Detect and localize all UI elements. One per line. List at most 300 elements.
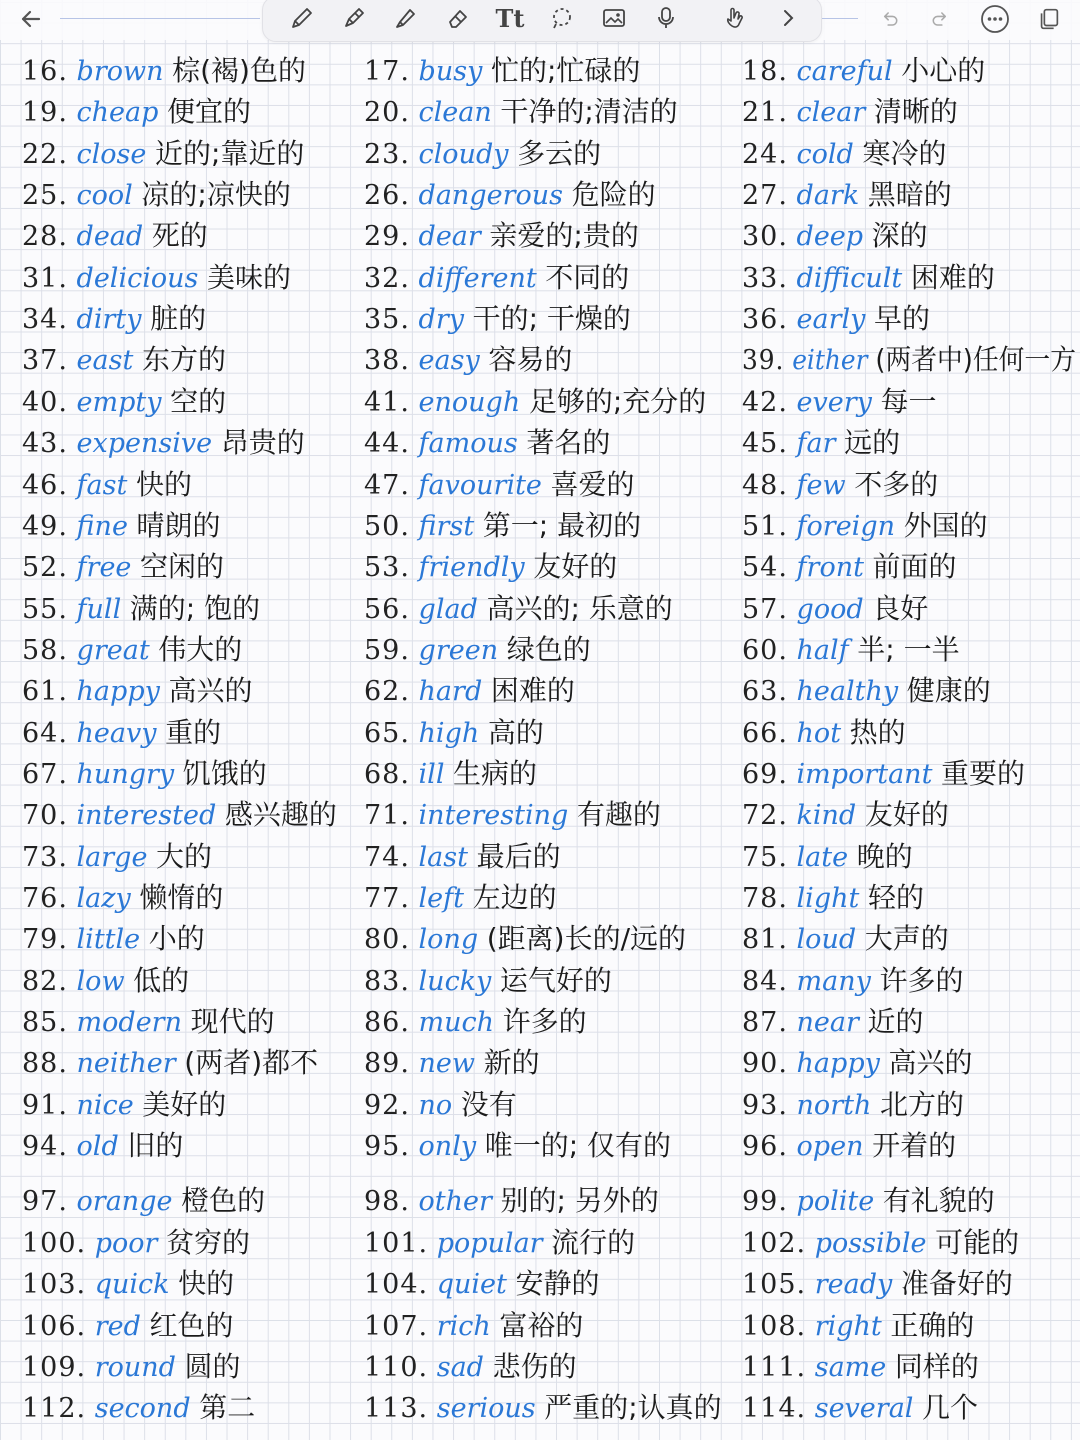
vocab-line: [0, 1001, 1080, 1042]
vocab-entry: [742, 215, 928, 257]
vocab-entry: [364, 339, 572, 381]
vocab-entry: [22, 546, 224, 588]
english-word: ill: [418, 758, 445, 790]
vocab-entry: [742, 133, 946, 175]
chinese-meaning: 有礼貌的: [882, 1184, 995, 1218]
english-word: interested: [76, 800, 217, 832]
english-word: orange: [76, 1186, 173, 1218]
entry-number: 16.: [22, 56, 68, 87]
english-word: happy: [796, 1048, 880, 1080]
chinese-meaning: 东方的: [141, 343, 226, 377]
english-word: loud: [796, 924, 857, 956]
vocab-entry: [364, 1001, 587, 1043]
english-word: every: [796, 386, 872, 418]
english-word: full: [76, 593, 122, 625]
vocab-line: [0, 836, 1080, 877]
vocab-line: [0, 133, 1080, 174]
vocab-entry: [742, 1180, 995, 1222]
entry-number: 92.: [364, 1089, 410, 1121]
vocab-entry: [364, 588, 673, 630]
english-word: open: [796, 1131, 864, 1163]
chinese-meaning: 黑暗的: [867, 178, 952, 212]
marker-icon[interactable]: [337, 3, 371, 33]
pen-icon[interactable]: [285, 3, 319, 33]
chinese-meaning: 小心的: [901, 54, 986, 87]
chinese-meaning: 空闲的: [140, 550, 225, 584]
chinese-meaning: 空的: [170, 384, 227, 418]
chinese-meaning: 同样的: [894, 1349, 979, 1383]
vocab-entry: [22, 381, 226, 423]
vocab-entry: [22, 464, 192, 506]
entry-number: 62.: [364, 676, 410, 708]
vocab-entry: [742, 877, 924, 919]
english-word: deep: [796, 221, 864, 253]
chinese-meaning: 安静的: [515, 1267, 600, 1301]
chinese-meaning: 伟大的: [158, 632, 243, 666]
vocab-line: [0, 1042, 1080, 1083]
chinese-meaning: 轻的: [867, 881, 924, 914]
vocab-entry: [364, 1180, 659, 1222]
english-word: possible: [814, 1227, 927, 1259]
entry-number: 66.: [742, 717, 788, 749]
english-word: north: [796, 1089, 872, 1121]
chinese-meaning: 新的: [483, 1046, 540, 1080]
text-tool-icon[interactable]: Tt: [495, 3, 525, 33]
entry-number: 106.: [22, 1310, 87, 1342]
english-word: cool: [76, 180, 133, 212]
english-word: dry: [418, 304, 464, 336]
chinese-meaning: 严重的;认真的: [544, 1391, 722, 1425]
entry-number: 21.: [742, 97, 788, 129]
vocab-entry: [22, 1084, 226, 1126]
entry-number: 52.: [22, 552, 68, 584]
vocab-entry: [22, 174, 291, 216]
chinese-meaning: 大的: [156, 839, 213, 873]
entry-number: 81.: [742, 924, 788, 956]
entry-number: 38.: [364, 345, 410, 377]
vocab-entry: [22, 50, 306, 92]
vocab-entry: [364, 174, 656, 216]
english-word: fast: [76, 469, 128, 501]
english-word: near: [796, 1007, 859, 1039]
chinese-meaning: 喜爱的: [550, 467, 635, 501]
english-word: red: [94, 1310, 141, 1342]
chinese-meaning: 便宜的: [167, 95, 252, 129]
english-word: empty: [76, 386, 162, 418]
chinese-meaning: 饥饿的: [182, 756, 267, 790]
chinese-meaning: 许多的: [502, 1005, 587, 1039]
entry-number: 27.: [742, 180, 788, 212]
entry-number: 58.: [22, 634, 68, 666]
english-word: great: [76, 634, 150, 666]
microphone-icon[interactable]: [649, 3, 683, 33]
chinese-meaning: 凉的;凉快的: [141, 178, 291, 212]
chinese-meaning: 晴朗的: [136, 508, 221, 542]
entry-number: 89.: [364, 1048, 410, 1080]
chinese-meaning: 有趣的: [576, 798, 661, 832]
english-word: difficult: [796, 262, 903, 294]
pages-icon[interactable]: [1032, 2, 1066, 36]
chinese-meaning: 圆的: [184, 1349, 241, 1383]
entry-number: 100.: [22, 1227, 87, 1259]
vocab-line: [0, 422, 1080, 463]
chinese-meaning: 高兴的; 乐意的: [486, 591, 673, 625]
english-word: light: [796, 883, 860, 914]
chinese-meaning: 橙色的: [181, 1184, 266, 1218]
entry-number: 23.: [364, 138, 410, 170]
vocab-entry: [22, 215, 208, 257]
english-word: large: [76, 841, 148, 873]
chinese-meaning: 热的: [849, 715, 906, 749]
chinese-meaning: 友好的: [864, 798, 949, 832]
english-word: nice: [76, 1089, 134, 1121]
highlighter-icon[interactable]: [389, 3, 423, 33]
entry-number: 28.: [22, 221, 68, 253]
english-word: right: [814, 1310, 882, 1342]
vocab-entry: [22, 1001, 275, 1043]
english-word: polite: [796, 1186, 875, 1218]
chinese-meaning: 远的: [844, 426, 901, 460]
entry-number: 109.: [22, 1351, 87, 1383]
vocab-line: [0, 464, 1080, 505]
english-word: favourite: [418, 469, 542, 501]
vocab-entry: [742, 629, 960, 671]
entry-number: 22.: [22, 138, 68, 170]
english-word: cloudy: [418, 138, 509, 170]
chinese-meaning: 快的: [135, 467, 192, 501]
vocab-entry: [22, 505, 221, 547]
chinese-meaning: (两者)都不: [184, 1046, 319, 1080]
chinese-meaning: 困难的: [910, 260, 995, 294]
vocab-entry: [742, 1263, 1013, 1305]
chinese-meaning: 生病的: [453, 756, 538, 790]
chinese-meaning: 大声的: [864, 922, 949, 956]
entry-number: 112.: [22, 1393, 87, 1425]
touch-icon[interactable]: [719, 3, 753, 33]
vocab-entry: [22, 257, 291, 299]
vocab-entry: [22, 1387, 255, 1429]
entry-number: 80.: [364, 924, 410, 956]
chinese-meaning: 近的;靠近的: [155, 136, 305, 170]
chinese-meaning: 半; 一半: [857, 632, 960, 666]
entry-number: 95.: [364, 1131, 410, 1163]
english-word: round: [94, 1351, 176, 1383]
english-word: popular: [436, 1227, 543, 1259]
lasso-icon[interactable]: [545, 3, 579, 33]
entry-number: 82.: [22, 965, 68, 997]
vocab-entry: [22, 339, 226, 381]
vocab-entry: [364, 1387, 722, 1429]
vocab-entry: [22, 298, 206, 340]
vocab-entry: [742, 464, 938, 506]
vocab-line: [0, 670, 1080, 711]
vocab-entry: [742, 960, 964, 1002]
english-word: interesting: [418, 800, 569, 832]
entry-number: 113.: [364, 1393, 429, 1425]
vocab-entry: [364, 960, 612, 1002]
vocab-entry: [742, 1125, 956, 1167]
english-word: second: [94, 1393, 191, 1425]
chinese-meaning: 死的: [151, 219, 208, 253]
chinese-meaning: 几个: [922, 1391, 979, 1425]
entry-number: 107.: [364, 1310, 429, 1342]
english-word: no: [418, 1089, 453, 1121]
vocab-line: [0, 712, 1080, 753]
chinese-meaning: 开着的: [872, 1129, 957, 1163]
english-word: quiet: [436, 1269, 507, 1301]
vocab-line: [0, 505, 1080, 546]
english-word: serious: [436, 1393, 536, 1425]
vocab-line: [0, 1125, 1080, 1166]
entry-number: 41.: [364, 386, 410, 418]
vocab-line: [0, 1084, 1080, 1125]
vocab-entry: [742, 422, 900, 464]
english-word: far: [796, 428, 836, 460]
english-word: kind: [796, 800, 857, 832]
vocab-entry: [22, 1346, 241, 1388]
english-word: expensive: [76, 428, 213, 460]
vocab-line: [0, 1263, 1080, 1304]
english-word: late: [796, 841, 849, 873]
entry-number: 45.: [742, 428, 788, 460]
entry-number: 71.: [364, 800, 410, 832]
entry-number: 29.: [364, 221, 410, 253]
chinese-meaning: 不同的: [545, 260, 630, 294]
vocab-line: [0, 215, 1080, 256]
entry-number: 114.: [742, 1393, 807, 1425]
english-word: different: [418, 262, 537, 294]
chinese-meaning: 高兴的: [888, 1046, 973, 1080]
english-word: left: [418, 883, 465, 914]
chinese-meaning: 别的; 另外的: [500, 1184, 659, 1218]
chinese-meaning: 重要的: [941, 756, 1026, 790]
english-word: poor: [94, 1227, 158, 1259]
vocab-entry: [742, 174, 952, 216]
entry-number: 47.: [364, 469, 410, 501]
more-icon[interactable]: [978, 2, 1012, 36]
chinese-meaning: 绿色的: [506, 632, 591, 666]
vocab-entry: [742, 836, 913, 878]
vocab-line: [0, 588, 1080, 629]
vocab-entry: [364, 298, 631, 340]
entry-number: 39.: [742, 345, 785, 377]
entry-number: 44.: [364, 428, 410, 460]
vocab-entry: [742, 339, 1076, 381]
vocab-entry: [22, 133, 304, 175]
entry-number: 32.: [364, 262, 410, 294]
chinese-meaning: 富裕的: [499, 1308, 584, 1342]
english-word: friendly: [418, 552, 525, 584]
chinese-meaning: 深的: [871, 219, 928, 253]
vocab-entry: [742, 546, 957, 588]
vocab-entry: [742, 1222, 1019, 1264]
vocab-entry: [742, 918, 949, 960]
entry-number: 49.: [22, 510, 68, 542]
english-word: little: [76, 924, 141, 956]
english-word: careful: [796, 56, 893, 87]
vocab-line: [0, 753, 1080, 794]
vocab-entry: [364, 215, 639, 257]
vocab-entry: [742, 50, 985, 92]
entry-number: 46.: [22, 469, 68, 501]
entry-number: 54.: [742, 552, 788, 584]
entry-number: 59.: [364, 634, 410, 666]
chinese-meaning: 正确的: [890, 1308, 975, 1342]
chinese-meaning: 前面的: [872, 550, 957, 584]
entry-number: 103.: [22, 1269, 87, 1301]
chinese-meaning: 懒惰的: [139, 881, 224, 914]
english-word: front: [796, 552, 864, 584]
entry-number: 56.: [364, 593, 410, 625]
vocab-line: [0, 1387, 1080, 1428]
chinese-meaning: 困难的: [490, 674, 575, 708]
chinese-meaning: 棕(褐)色的: [172, 54, 306, 87]
chinese-meaning: 危险的: [571, 178, 656, 212]
image-icon[interactable]: [597, 3, 631, 33]
entry-number: 88.: [22, 1048, 68, 1080]
english-word: cold: [796, 138, 854, 170]
chinese-meaning: 低的: [133, 963, 190, 997]
entry-number: 67.: [22, 758, 68, 790]
english-word: heavy: [76, 717, 157, 749]
vocab-entry: [22, 712, 221, 754]
english-word: lucky: [418, 965, 492, 997]
chinese-meaning: 亲爱的;贵的: [489, 219, 639, 253]
english-word: foreign: [796, 510, 895, 542]
entry-number: 93.: [742, 1089, 788, 1121]
entry-number: 43.: [22, 428, 68, 460]
vocab-entry: [742, 1042, 972, 1084]
english-word: same: [814, 1351, 887, 1383]
english-word: important: [796, 758, 933, 790]
vocab-entry: [742, 1084, 964, 1126]
chinese-meaning: 重的: [165, 715, 222, 749]
entry-number: 110.: [364, 1351, 429, 1383]
redo-icon[interactable]: [924, 2, 958, 36]
vocab-entry: [364, 1346, 577, 1388]
entry-number: 74.: [364, 841, 410, 873]
vocab-entry: [742, 794, 949, 836]
vocab-line: [0, 381, 1080, 422]
vocab-entry: [22, 794, 337, 836]
chinese-meaning: 第一; 最初的: [482, 508, 642, 542]
entry-number: 37.: [22, 345, 68, 377]
english-word: healthy: [796, 676, 899, 708]
entry-number: 91.: [22, 1089, 68, 1121]
vocab-entry: [22, 918, 205, 960]
entry-number: 104.: [364, 1269, 429, 1301]
vocab-entry: [742, 505, 988, 547]
chinese-meaning: 现代的: [190, 1005, 275, 1039]
english-word: dead: [76, 221, 144, 253]
vocab-line: [0, 50, 1080, 91]
vocab-line: [0, 1346, 1080, 1387]
vocab-entry: [364, 918, 686, 960]
entry-number: 87.: [742, 1007, 788, 1039]
chinese-meaning: 昂贵的: [220, 426, 305, 460]
english-word: ready: [814, 1269, 893, 1301]
entry-number: 101.: [364, 1227, 429, 1259]
vocab-line: [0, 91, 1080, 132]
vocab-line: [0, 918, 1080, 959]
chinese-meaning: 流行的: [551, 1225, 636, 1259]
drawing-tool-palette: [262, 0, 822, 42]
top-toolbar: [0, 0, 1080, 40]
vocab-entry: [364, 753, 537, 795]
english-word: many: [796, 965, 871, 997]
chinese-meaning: 准备好的: [900, 1267, 1013, 1301]
vocab-entry: [364, 422, 610, 464]
entry-number: 97.: [22, 1186, 68, 1218]
vocab-line: [0, 1305, 1080, 1346]
entry-number: 86.: [364, 1007, 410, 1039]
vocab-line: [0, 174, 1080, 215]
english-word: happy: [76, 676, 160, 708]
english-word: green: [418, 634, 499, 666]
chinese-meaning: 美好的: [142, 1087, 227, 1121]
entry-number: 40.: [22, 386, 68, 418]
eraser-icon[interactable]: [441, 3, 475, 33]
english-word: glad: [418, 593, 478, 625]
chinese-meaning: 清晰的: [873, 95, 958, 129]
english-word: few: [796, 469, 846, 501]
chinese-meaning: 干的; 干燥的: [472, 302, 631, 336]
chinese-meaning: 高兴的: [168, 674, 253, 708]
vocab-entry: [364, 1125, 671, 1167]
entry-number: 75.: [742, 841, 788, 873]
english-word: enough: [418, 386, 521, 418]
entry-number: 73.: [22, 841, 68, 873]
chinese-meaning: 干净的;清洁的: [500, 95, 678, 129]
english-word: early: [796, 304, 866, 336]
entry-number: 19.: [22, 97, 68, 129]
chinese-meaning: 足够的;充分的: [528, 384, 707, 418]
vocab-line: [0, 1180, 1080, 1221]
vocab-line: [0, 960, 1080, 1001]
entry-number: 90.: [742, 1048, 788, 1080]
chinese-meaning: 每一: [880, 384, 937, 418]
back-arrow-icon[interactable]: [14, 2, 48, 36]
english-word: low: [76, 965, 125, 997]
entry-number: 53.: [364, 552, 410, 584]
chinese-meaning: 容易的: [488, 343, 573, 377]
entry-number: 20.: [364, 97, 410, 129]
english-word: hard: [418, 676, 483, 708]
vocab-entry: [364, 1222, 635, 1264]
entry-number: 34.: [22, 304, 68, 336]
english-word: quick: [94, 1269, 170, 1301]
vocab-entry: [22, 960, 189, 1002]
entry-number: 25.: [22, 180, 68, 212]
entry-number: 79.: [22, 924, 68, 956]
english-word: brown: [76, 56, 164, 87]
vocab-entry: [364, 712, 544, 754]
english-word: dirty: [76, 304, 142, 336]
undo-icon[interactable]: [872, 2, 906, 36]
vocab-entry: [22, 753, 267, 795]
english-word: high: [418, 717, 480, 749]
vocab-entry: [22, 670, 252, 712]
chinese-meaning: 满的; 饱的: [129, 591, 261, 625]
vocab-line: [0, 794, 1080, 835]
english-word: new: [418, 1048, 476, 1080]
english-word: modern: [76, 1007, 182, 1039]
english-word: clean: [418, 97, 492, 129]
chevron-right-icon[interactable]: [771, 3, 805, 33]
chinese-meaning: 健康的: [906, 674, 991, 708]
vocab-entry: [22, 1180, 265, 1222]
vocab-entry: [364, 91, 678, 133]
